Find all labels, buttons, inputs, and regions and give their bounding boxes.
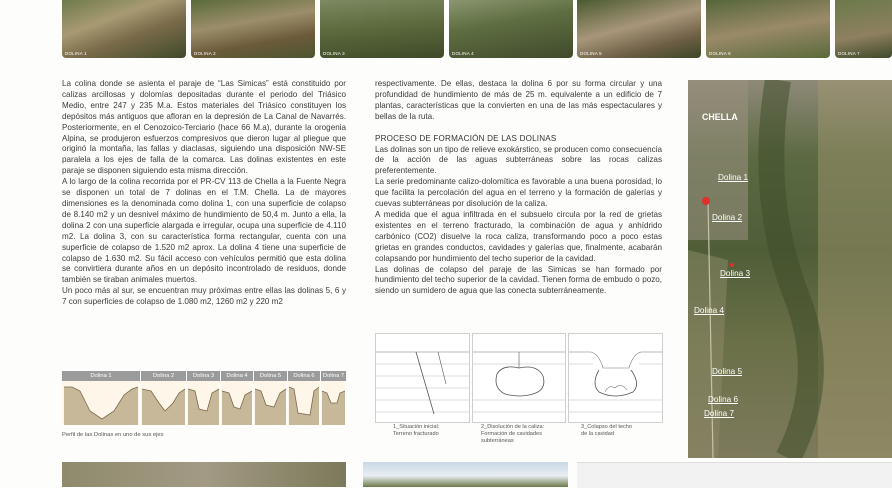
profile-label: Dolina 3 — [187, 371, 220, 381]
profile-label: Dolina 7 — [322, 373, 345, 379]
caption-line: Formación de cavidades — [481, 431, 542, 437]
photo-caption: DOLINA 1 — [65, 51, 87, 56]
profile-dolina-7 — [321, 371, 346, 425]
photo-dolina-3 — [320, 0, 444, 58]
caption-line: 1_Situación inicial: — [393, 424, 440, 430]
section-heading: PROCESO DE FORMACIÓN DE LAS DOLINAS — [375, 133, 557, 143]
paragraph: Las dolinas de colapso del paraje de las Simicas se han formado por hundimiento del techo superior de la cavidad. Tienen forma de embudo o pozo, siendo un sumidero de agua que las conecta subterráneamente. — [375, 264, 662, 296]
photo-dolina-5 — [577, 0, 701, 58]
sketch-caption-2 — [481, 424, 544, 445]
sketch-caption-1 — [393, 424, 439, 438]
profile-dolina-3 — [187, 371, 220, 425]
profile-dolina-1 — [62, 371, 140, 425]
photo-caption: DOLINA 3 — [323, 51, 345, 56]
profile-dolina-2 — [141, 371, 186, 425]
caption-line: 2_Disolución de la caliza: — [481, 424, 545, 430]
text-column-1 — [62, 79, 346, 308]
sketch-caption-3 — [581, 424, 632, 438]
map-town-label: CHELLA — [702, 112, 738, 122]
map-label-dolina-2: Dolina 2 — [712, 213, 743, 222]
profile-dolina-5 — [254, 371, 287, 425]
profile-label: Dolina 2 — [141, 371, 186, 381]
paragraph: La serie predominante calizo-dolomítica es favorable a una buena porosidad, lo que facilita la percolación del agua en el terreno y la formación de galerías y cuevas subterráneas por disolución de la caliza. — [375, 177, 662, 209]
map-label-dolina-4: Dolina 4 — [694, 306, 725, 315]
aerial-map — [688, 80, 892, 458]
bottom-panel-right — [577, 462, 892, 488]
photo-dolina-7 — [835, 0, 892, 58]
map-label-dolina-1: Dolina 1 — [718, 173, 749, 182]
paragraph: A medida que el agua infiltrada en el subsuelo circula por la red de grietas existentes en el terreno fracturado, la combinación de agua y anhídrido carbónico (CO2) disuelve la roca caliza, transformando poco a poco estas grietas en grandes conductos, cavidades y galerías que, finalmente, acabarán colapsando por hundimiento del techo superior de la cavidad. — [375, 209, 662, 263]
photo-caption: DOLINA 4 — [452, 51, 474, 56]
bottom-photo-left — [62, 462, 346, 487]
paragraph: La colina donde se asienta el paraje de “Las Simicas” está constituido por calizas arcillosas y dolomías depositadas durante el periodo del Triásico Medio, entre 247 y 235 M.a. Estos materiales del Triásico constituyen los depósitos más antiguos que afloran en la depresión de La Canal de Navarrés. Posteriormente, en el Cenozoico-Terciario (hace 66 M.a), durante la orogenia Alpina, se produjeron esfuerzos compresivos que dieron lugar al pliegue que originó la montaña, las fallas y diaclasas, siguiendo una disposición NW-SE paralela a los ejes de falla de la comarca. Las dolinas existentes en este paraje se disponen siguiendo esta misma dirección. — [62, 79, 346, 176]
photo-dolina-2 — [191, 0, 315, 58]
paragraph: A lo largo de la colina recorrida por el PR-CV 113 de Chella a la Fuente Negra se disponen un total de 7 dolinas en el T.M. Chella. La de mayores dimensiones es la denominada como dolina 1, con una superficie de colapso de 8.140 m2 y un desnivel máximo de hundimiento de 50,4 m. Junto a ella, la dolina 2 con una superficie alargada e irregular, ocupa una superficie de 4.110 m2. La dolina 3, con su característica forma rectangular, cuenta con una superficie de colapso de 1.520 m2 aprox. La dolina 4 tiene una superficie de colapso de 1.630 m2. Su fácil acceso con vehículos permitió que esta dolina se convirtiera durante años en un depósito incontrolado de residuos, donde también se tiraban animales muertos. — [62, 177, 346, 285]
photo-caption: DOLINA 2 — [194, 51, 216, 56]
paragraph: respectivamente. De ellas, destaca la dolina 6 por su forma circular y una profundidad de hundimiento de más de 25 m. equivalente a un edificio de 7 plantas, características que la convierten en una de las más espectaculares y bellas de la ruta. — [375, 79, 662, 121]
map-label-dolina-3: Dolina 3 — [720, 269, 751, 278]
paragraph: Un poco más al sur, se encuentran muy próximas entre ellas las dolinas 5, 6 y 7 con superficies de colapso de 1.080 m2, 1260 m2 y 220 m2 — [62, 286, 346, 307]
map-label-dolina-6: Dolina 6 — [708, 395, 739, 404]
sketch-collapse — [568, 333, 663, 423]
caption-line: Terreno fracturado — [393, 431, 439, 437]
profile-label: Dolina 1 — [62, 371, 140, 381]
photo-dolina-4 — [449, 0, 573, 58]
photo-caption: DOLINA 5 — [580, 51, 602, 56]
profile-caption: Perfil de las Dolinas en uno de sus ejes — [62, 432, 164, 438]
caption-line: de la cavidad — [581, 431, 614, 437]
profile-label: Dolina 6 — [288, 371, 320, 381]
photo-caption: DOLINA 7 — [838, 51, 860, 56]
sketch-dissolution — [472, 333, 566, 423]
caption-line: subterráneas — [481, 438, 514, 444]
paragraph: Las dolinas son un tipo de relieve exokárstico, se producen como consecuencia de la acción de las aguas subterráneas sobre las rocas calizas preferentemente. — [375, 144, 662, 176]
caption-line: 3_Colapso del techo — [581, 424, 633, 430]
map-label-dolina-7: Dolina 7 — [704, 409, 735, 418]
photo-dolina-1 — [62, 0, 186, 58]
profile-label: Dolina 5 — [254, 371, 287, 381]
profile-dolina-6 — [288, 371, 320, 425]
sketch-initial — [375, 333, 470, 423]
photo-dolina-6 — [706, 0, 830, 58]
map-label-dolina-5: Dolina 5 — [712, 367, 743, 376]
bottom-photo-center — [363, 462, 568, 487]
text-column-2 — [375, 79, 662, 297]
profile-dolina-4 — [221, 371, 253, 425]
photo-caption: DOLINA 6 — [709, 51, 731, 56]
profile-label: Dolina 4 — [221, 371, 253, 381]
